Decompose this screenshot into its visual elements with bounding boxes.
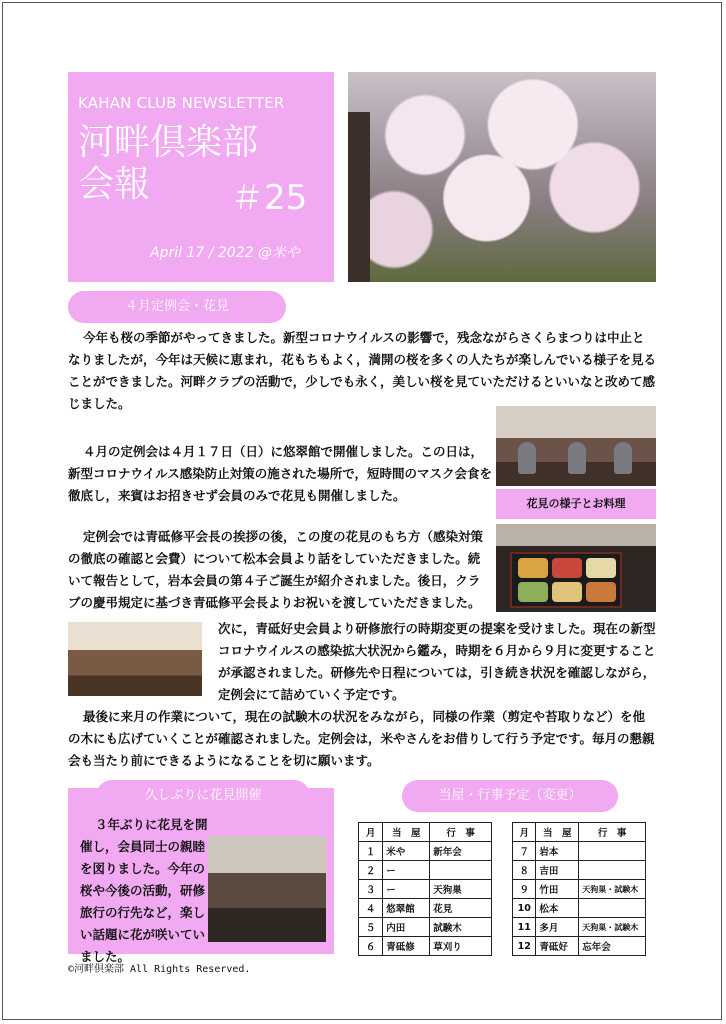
- photo-caption: 花見の様子とお料理: [496, 489, 656, 519]
- article-paragraph-5: 最後に来月の作業について，現在の試験木の状況をみながら，同様の作業（剪定や苔取りなど）を他の木にも広げていくことが確認されました。定例会は，米やさんをお借りして行う予定です。毎月の懇親会も当たり前にできるようになることを切に願います。: [68, 709, 655, 768]
- table-row: [513, 918, 646, 937]
- newsletter-english-title: KAHAN CLUB NEWSLETTER: [78, 94, 285, 112]
- copyright-notice: ©河畔倶楽部 All Rights Reserved.: [68, 964, 251, 975]
- schedule-table-left: [358, 822, 492, 956]
- bento-box: [510, 552, 622, 608]
- table-row: [359, 842, 492, 861]
- header-month: 月: [513, 823, 536, 842]
- host-cell: 内田: [383, 918, 430, 937]
- person-figure: [614, 442, 632, 474]
- title-line-1: 河畔倶楽部: [78, 122, 259, 163]
- cherry-blossom-photo: [348, 72, 656, 282]
- title-line-2: 会報: [78, 164, 151, 205]
- food-photo: [496, 524, 656, 612]
- table-header-row: [513, 823, 646, 842]
- article-paragraph-3: 定例会では青砥修平会長の挨拶の後，この度の花見のもち方（感染対策の徹底の確認と会費）について松本会員より話をしていただきました。続いて報告として，岩本会員の第４子ご誕生が紹介されました。後日，クラブの慶弔規定に基づき青砥修平会長よりお祝いを渡していただきました。: [68, 529, 484, 610]
- header-month: 月: [359, 823, 383, 842]
- header-event: 行 事: [430, 823, 492, 842]
- month-cell: ６: [359, 937, 383, 956]
- meeting-room-photo: [68, 622, 202, 696]
- month-cell: 12: [513, 937, 536, 956]
- food-item: [586, 582, 616, 602]
- event-cell: 忘年会: [579, 937, 646, 956]
- host-cell: 青砥修: [383, 937, 430, 956]
- host-cell: 松本: [536, 899, 579, 918]
- table-header-row: [359, 823, 492, 842]
- month-cell: １: [359, 842, 383, 861]
- hanami-text: ３年ぶりに花見を開催し，会員同士の親睦を図りました。今年の桜や今後の活動，研修旅行の行先など，楽しい話題に花が咲いていました。: [80, 817, 208, 964]
- month-cell: ９: [513, 880, 536, 899]
- table-row: [513, 861, 646, 880]
- table-row: [513, 899, 646, 918]
- food-item: [552, 582, 582, 602]
- section-heading-hanami: 久しぶりに花見開催: [96, 780, 310, 812]
- table-row: [359, 899, 492, 918]
- event-cell: 花見: [430, 899, 492, 918]
- table-row: [513, 880, 646, 899]
- month-cell: ３: [359, 880, 383, 899]
- host-cell: ー: [383, 861, 430, 880]
- food-item: [518, 558, 548, 578]
- tree-trunk: [348, 112, 370, 282]
- article-paragraph-1: 今年も桜の季節がやってきました。新型コロナウイルスの影響で，残念ながらさくらまつりは中止となりましたが，今年は天候に恵まれ，花もちもよく，満開の桜を多くの人たちが楽しんでいる様子を見ることができました。河畔クラブの活動で，少しでも永く，美しい桜を見ていただけるといいなと改めて感じました。: [68, 330, 657, 411]
- month-cell: ７: [513, 842, 536, 861]
- header-host: 当 屋: [536, 823, 579, 842]
- host-cell: 米や: [383, 842, 430, 861]
- event-cell: [579, 899, 646, 918]
- event-cell: 天狗巣: [430, 880, 492, 899]
- host-cell: 青砥好: [536, 937, 579, 956]
- schedule-table-right: [512, 822, 646, 956]
- event-cell: [579, 842, 646, 861]
- article-paragraph-4: 次に，青砥好史会員より研修旅行の時期変更の提案を受けました。現在の新型コロナウイルスの感染拡大状況から鑑み，時期を６月から９月に変更することが承認されました。研修先や日程については，引き続き状況を確認しながら，定例会にて詰めていく予定です。: [218, 621, 656, 702]
- section-heading-meeting: ４月定例会・花見: [68, 291, 286, 323]
- food-item: [552, 558, 582, 578]
- table-row: [359, 861, 492, 880]
- meeting-photo: [496, 406, 656, 486]
- table-row: [513, 842, 646, 861]
- issue-number: ＃25: [230, 178, 308, 218]
- masthead: [68, 72, 334, 282]
- table-row: [359, 880, 492, 899]
- event-cell: 天狗巣・試験木: [579, 918, 646, 937]
- article-paragraph-2: ４月の定例会は４月１７日（日）に悠翠館で開催しました。この日は，新型コロナウイルス感染防止対策の施された場所で，短時間のマスク会食を徹底し，来賓はお招きせず会員のみで花見も開催しました。: [68, 444, 493, 503]
- month-cell: 11: [513, 918, 536, 937]
- host-cell: 多月: [536, 918, 579, 937]
- section-heading-schedule: 当屋・行事予定（変更）: [402, 780, 618, 812]
- food-item: [518, 582, 548, 602]
- host-cell: 竹田: [536, 880, 579, 899]
- person-figure: [518, 442, 536, 474]
- month-cell: ２: [359, 861, 383, 880]
- host-cell: 悠翠館: [383, 899, 430, 918]
- food-item: [586, 558, 616, 578]
- header-host: 当 屋: [383, 823, 430, 842]
- table-row: [359, 937, 492, 956]
- event-cell: 天狗巣・試験木: [579, 880, 646, 899]
- person-figure: [568, 442, 586, 474]
- host-cell: 吉田: [536, 861, 579, 880]
- issue-date: April 17 / 2022 @米や: [150, 245, 300, 261]
- party-photo: [208, 836, 326, 942]
- month-cell: ４: [359, 899, 383, 918]
- event-cell: [430, 861, 492, 880]
- month-cell: 10: [513, 899, 536, 918]
- table-row: [359, 918, 492, 937]
- month-cell: ５: [359, 918, 383, 937]
- host-cell: ー: [383, 880, 430, 899]
- table-row: [513, 937, 646, 956]
- event-cell: [579, 861, 646, 880]
- event-cell: 試験木: [430, 918, 492, 937]
- month-cell: ８: [513, 861, 536, 880]
- header-event: 行 事: [579, 823, 646, 842]
- event-cell: 新年会: [430, 842, 492, 861]
- host-cell: 岩本: [536, 842, 579, 861]
- event-cell: 草刈り: [430, 937, 492, 956]
